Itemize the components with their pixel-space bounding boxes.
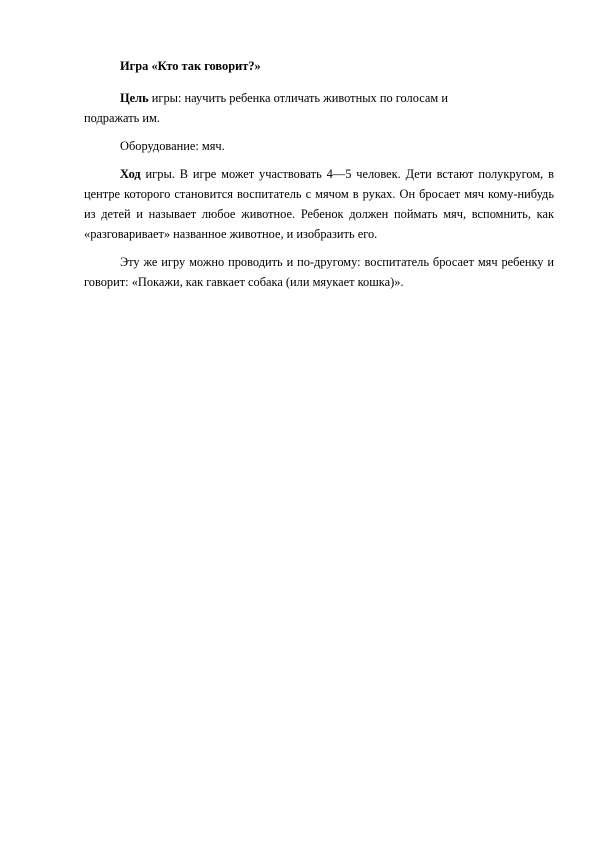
procedure-label: Ход (120, 167, 141, 181)
equipment-paragraph: Оборудование: мяч. (120, 139, 225, 153)
procedure-text: игры. В игре может участвовать 4—5 человек. Дети встают полукругом, в центре которого становится воспитатель с мячом в руках. Он бросает мяч кому-нибудь из детей и называет любое животное. Ребенок должен поймать мяч, вспомнить, как «разговаривает» названное животное, и изобразить его. (84, 167, 554, 241)
procedure-paragraph (84, 164, 554, 244)
goal-paragraph (84, 88, 554, 128)
goal-label: Цель (120, 91, 149, 105)
document-body (84, 56, 554, 300)
goal-text-2: подражать им. (84, 111, 160, 125)
goal-line-1 (84, 88, 554, 108)
variant-paragraph: Эту же игру можно проводить и по-другому: воспитатель бросает мяч ребенку и говорит: «Покажи, как гавкает собака (или мяукает кошка)». (84, 255, 554, 289)
goal-text-1: игры: научить ребенка отличать животных по голосам и (148, 91, 448, 105)
game-title: Игра «Кто так говорит?» (120, 59, 261, 73)
